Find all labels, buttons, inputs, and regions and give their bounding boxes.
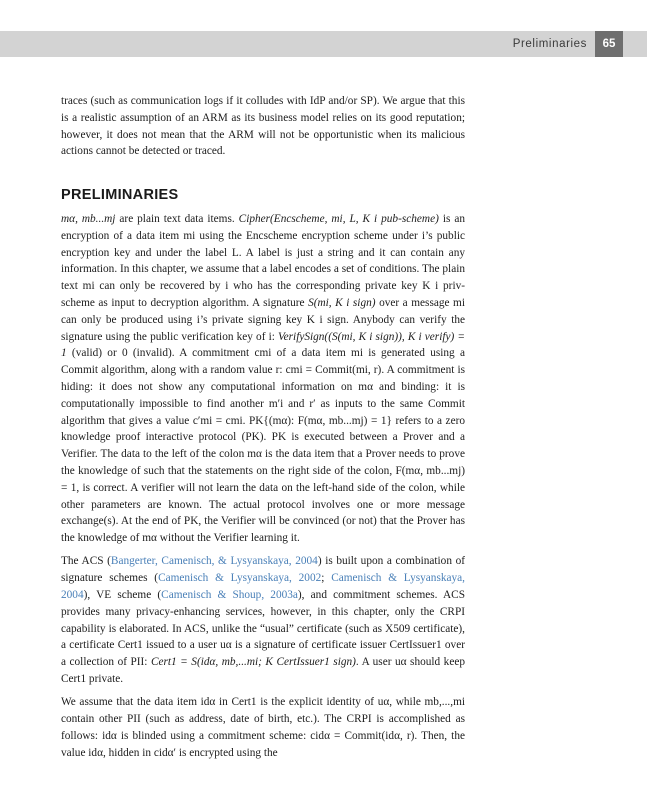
citation-link[interactable]: Camenisch & Lysyanskaya, 2004: [61, 572, 465, 602]
text-run: over a message mi can only be produced using i’s private signing key K i sign. Anybody can verify the signature using the public verification key of i:: [61, 296, 465, 343]
text-run: is an encryption of a data item mi using the Encscheme encryption scheme under i’s public encryption key and under the label L. A label is just a string and it can contain any information. In this chapter, we assume that a label encodes a set of conditions. The plain text mi can only be recovered by i who has the corresponding private key K i priv-scheme as input to decryption algorithm. A signature: [61, 213, 465, 309]
math-plain-text-items: mα, mb...mj: [61, 213, 116, 225]
crpi-paragraph: We assume that the data item idα in Cert1 is the explicit identity of uα, while mb,...,mi contain other PII (such as address, date of birth, etc.). The CRPI is accomplished as follows: idα is blinded using a commitment scheme: cidα = Commit(idα, r). Then, the value idα, hidden in cidα′ is encrypted using the: [61, 696, 465, 759]
math-signature: S(mi, K i sign): [308, 296, 376, 309]
text-run: . A user uα should keep Cert1 private.: [61, 656, 466, 686]
intro-paragraph: traces (such as communication logs if it colludes with IdP and/or SP). We argue that this is a realistic assumption of an ARM as its business model relies on its good reputation; however, it does not mean that the ARM will not be opportunistic when its malicious actions cannot be detected or traced.: [61, 95, 465, 158]
math-verify-sign: VerifySign((S(mi, K i sign)), K i verify) = 1: [61, 330, 465, 360]
math-cipher: Cipher(Encscheme, mi, L, K i pub-scheme): [238, 213, 439, 225]
math-certificate: Cert1 = S(idα, mb,...mi; K CertIssuer1 sign): [150, 656, 356, 669]
text-run: ), and commitment schemes. ACS provides many privacy-enhancing services, however, in this chapter, only the CRPI capability is elaborated. In ACS, unlike the “usual” certificate (such as X509 certificate), a certificate Cert1 issued to a user uα is a signature of certificate issuer CertIssuer1 over a collection of PII:: [61, 589, 465, 669]
citation-link[interactable]: Bangerter, Camenisch, & Lysyanskaya, 2004: [110, 555, 318, 568]
notation-paragraph: [61, 211, 465, 547]
section-heading: PRELIMINARIES: [61, 187, 179, 203]
citation-link[interactable]: Camenisch & Shoup, 2003a: [161, 589, 298, 602]
text-run: The ACS (: [61, 555, 111, 568]
intro-paragraph-block: [61, 93, 465, 160]
acs-paragraph: [61, 553, 465, 687]
section-body: [61, 211, 465, 762]
text-run: ) is built upon a combination of signature schemes (: [61, 555, 466, 585]
running-head: Preliminaries: [512, 38, 587, 50]
text-run: (valid) or 0 (invalid). A commitment cmi of a data item mi is generated using a Commit algorithm, along with a random value r: cmi = Commit(mi, r). A commitment is hiding: it does not show any computational information on mα and binding: it is computationally impossible to find another m′i and r′ as inputs to the same Commit algorithm that gives a value c′mi = cmi. PK{(mα): F(mα, mb...mj) = 1} refers to a zero knowledge proof interactive protocol (PK). PK is executed between a Prover and a Verifier. The data to the left of the colon mα is the data item that a Prover needs to prove the knowledge of such that the statements on the right side of the colon, F(mα, mb...mj) = 1, is correct. A verifier will not learn the data on the left-hand side of the colon, while other parameters are known. The actual protocol involves one or more message exchange(s). At the end of PK, the Verifier will be convinced (or not) that the Prover has the knowledge of mα without the Verifier learning it.: [61, 347, 465, 545]
text-run: ), VE scheme (: [83, 589, 162, 602]
page-header-bar: [0, 31, 647, 57]
text-run: ;: [321, 572, 332, 585]
page-number: 65: [595, 31, 623, 57]
citation-link[interactable]: Camenisch & Lysyanskaya, 2002: [158, 572, 322, 585]
text-run: are plain text data items.: [115, 213, 239, 225]
